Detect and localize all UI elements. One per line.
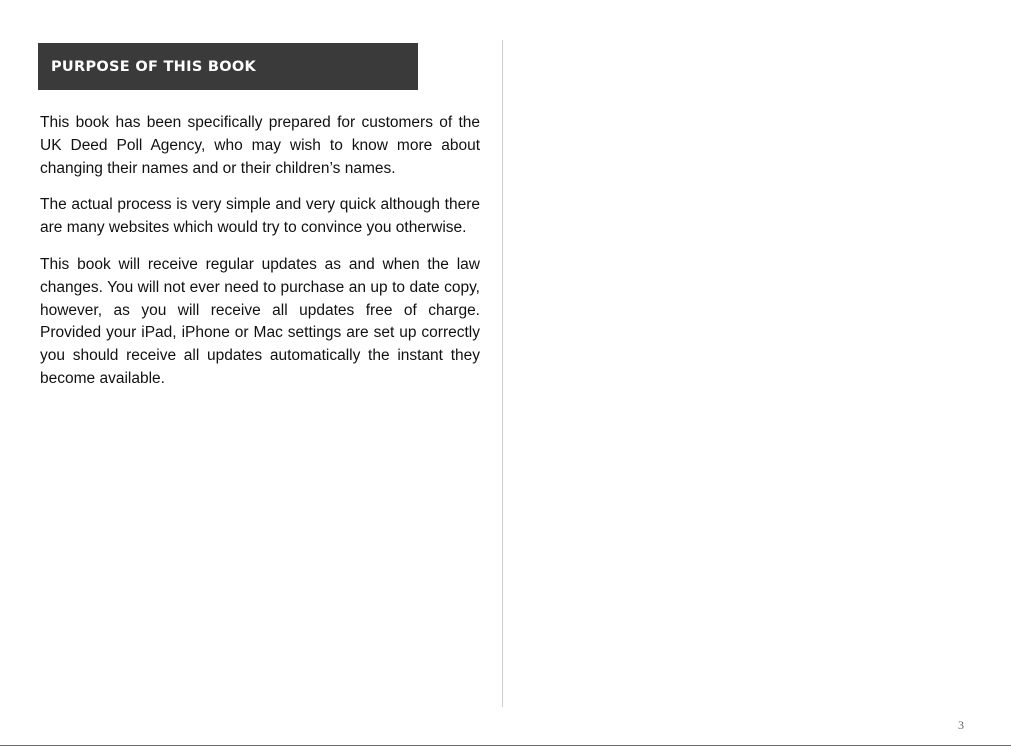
paragraph-intro: This book has been specifically prepared for customers of the UK Deed Poll Agency, who may wish to know more about changing their names and or their children’s names. [40, 114, 480, 177]
paragraph-updates: This book will receive regular updates as and when the law changes. You will not ever need to purchase an up to date copy, however, as you will receive all updates free of charge. Provided your iPad, iPhone or Mac settings are set up correctly you should receive all updates automatically the instant they become available. [40, 255, 480, 387]
body-text-column [40, 112, 480, 405]
section-header-bar [38, 43, 418, 90]
section-heading: PURPOSE OF THIS BOOK [51, 58, 257, 75]
column-divider [502, 40, 503, 707]
bottom-rule [0, 745, 1011, 746]
paragraph-process: The actual process is very simple and very quick although there are many websites which would try to convince you otherwise. [40, 196, 480, 237]
page-number: 3 [958, 718, 964, 732]
